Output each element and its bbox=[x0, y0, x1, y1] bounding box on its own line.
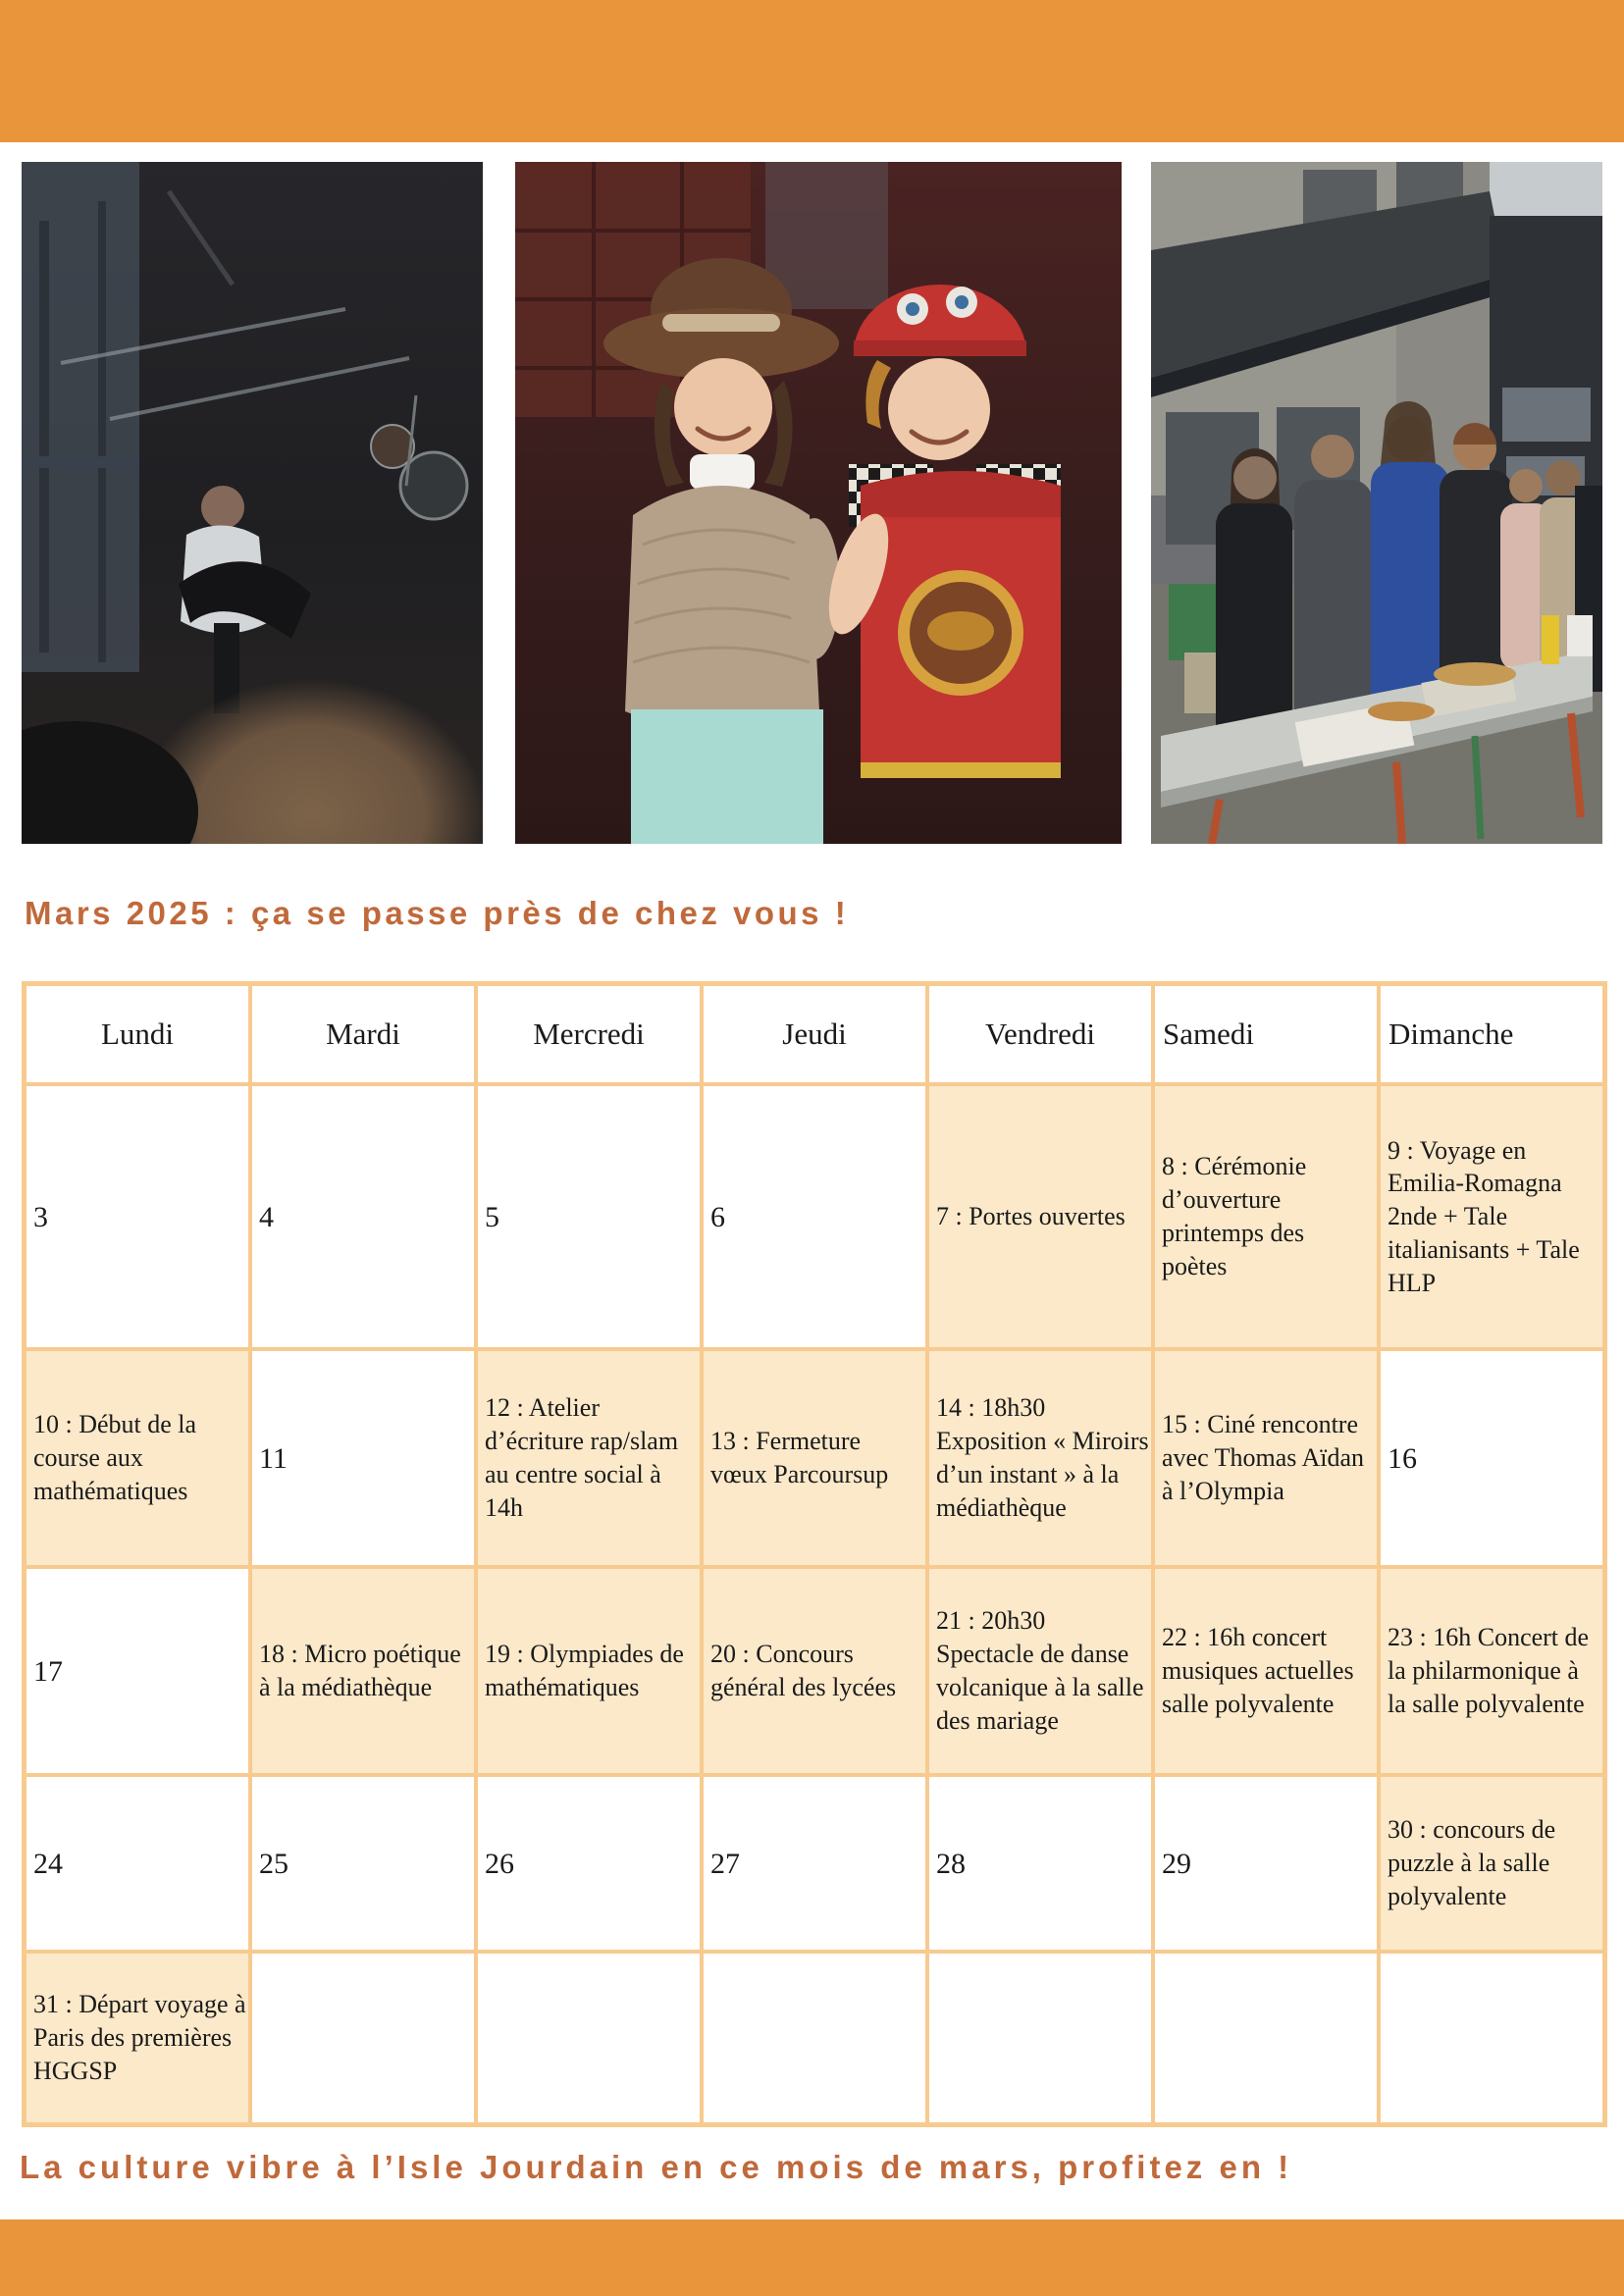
costumed-students-illustration bbox=[515, 162, 1122, 844]
calendar-cell-19: 19 : Olympiades de mathématiques bbox=[478, 1569, 700, 1773]
calendar-cell-22: 22 : 16h concert musiques actuelles salle polyvalente bbox=[1155, 1569, 1377, 1773]
calendar-cell-11: 11 bbox=[252, 1351, 474, 1565]
courtyard-food-stand-illustration bbox=[1151, 162, 1602, 844]
weekday-header-jeudi: Jeudi bbox=[704, 986, 925, 1082]
calendar-cell-12: 12 : Atelier d’écriture rap/slam au centre social à 14h bbox=[478, 1351, 700, 1565]
calendar-cell-empty-1 bbox=[252, 1954, 474, 2122]
photo-courtyard-food-stand bbox=[1151, 162, 1602, 844]
calendar-cell-5: 5 bbox=[478, 1086, 700, 1347]
calendar-cell-4: 4 bbox=[252, 1086, 474, 1347]
weekday-header-dimanche: Dimanche bbox=[1381, 986, 1602, 1082]
stage-performance-illustration bbox=[22, 162, 483, 844]
bottom-banner bbox=[0, 2219, 1624, 2296]
weekday-header-vendredi: Vendredi bbox=[929, 986, 1151, 1082]
footer-tagline: La culture vibre à l’Isle Jourdain en ce mois de mars, profitez en ! bbox=[20, 2149, 1293, 2185]
calendar-cell-13: 13 : Fermeture vœux Parcoursup bbox=[704, 1351, 925, 1565]
calendar-cell-7: 7 : Portes ouvertes bbox=[929, 1086, 1151, 1347]
calendar-cell-3: 3 bbox=[26, 1086, 248, 1347]
calendar-cell-6: 6 bbox=[704, 1086, 925, 1347]
weekday-header-mercredi: Mercredi bbox=[478, 986, 700, 1082]
calendar-cell-26: 26 bbox=[478, 1777, 700, 1950]
calendar-cell-27: 27 bbox=[704, 1777, 925, 1950]
calendar-cell-29: 29 bbox=[1155, 1777, 1377, 1950]
calendar-cell-8: 8 : Cérémonie d’ouverture printemps des poètes bbox=[1155, 1086, 1377, 1347]
calendar-cell-empty-5 bbox=[1155, 1954, 1377, 2122]
calendar-cell-16: 16 bbox=[1381, 1351, 1602, 1565]
calendar-cell-15: 15 : Ciné rencontre avec Thomas Aïdan à l’Olympia bbox=[1155, 1351, 1377, 1565]
calendar-cell-18: 18 : Micro poétique à la médiathèque bbox=[252, 1569, 474, 1773]
calendar-cell-14: 14 : 18h30 Exposition « Miroirs d’un instant » à la médiathèque bbox=[929, 1351, 1151, 1565]
march-2025-calendar bbox=[22, 981, 1607, 2127]
photo-costumed-students bbox=[515, 162, 1122, 844]
weekday-header-samedi: Samedi bbox=[1155, 986, 1377, 1082]
calendar-cell-28: 28 bbox=[929, 1777, 1151, 1950]
page-title: Mars 2025 : ça se passe près de chez vous ! bbox=[25, 895, 850, 931]
calendar-cell-23: 23 : 16h Concert de la philarmonique à la salle polyvalente bbox=[1381, 1569, 1602, 1773]
calendar-cell-24: 24 bbox=[26, 1777, 248, 1950]
calendar-cell-10: 10 : Début de la course aux mathématiques bbox=[26, 1351, 248, 1565]
calendar-cell-31: 31 : Départ voyage à Paris des premières HGGSP bbox=[26, 1954, 248, 2122]
calendar-cell-empty-6 bbox=[1381, 1954, 1602, 2122]
calendar-cell-empty-2 bbox=[478, 1954, 700, 2122]
calendar-cell-empty-3 bbox=[704, 1954, 925, 2122]
calendar-cell-20: 20 : Concours général des lycées bbox=[704, 1569, 925, 1773]
weekday-header-mardi: Mardi bbox=[252, 986, 474, 1082]
calendar-cell-30: 30 : concours de puzzle à la salle polyvalente bbox=[1381, 1777, 1602, 1950]
photo-stage-performance bbox=[22, 162, 483, 844]
calendar-cell-17: 17 bbox=[26, 1569, 248, 1773]
top-banner bbox=[0, 0, 1624, 142]
calendar-cell-empty-4 bbox=[929, 1954, 1151, 2122]
weekday-header-lundi: Lundi bbox=[26, 986, 248, 1082]
calendar-cell-9: 9 : Voyage en Emilia-Romagna 2nde + Tale italianisants + Tale HLP bbox=[1381, 1086, 1602, 1347]
calendar-cell-25: 25 bbox=[252, 1777, 474, 1950]
calendar-cell-21: 21 : 20h30 Spectacle de danse volcanique à la salle des mariage bbox=[929, 1569, 1151, 1773]
